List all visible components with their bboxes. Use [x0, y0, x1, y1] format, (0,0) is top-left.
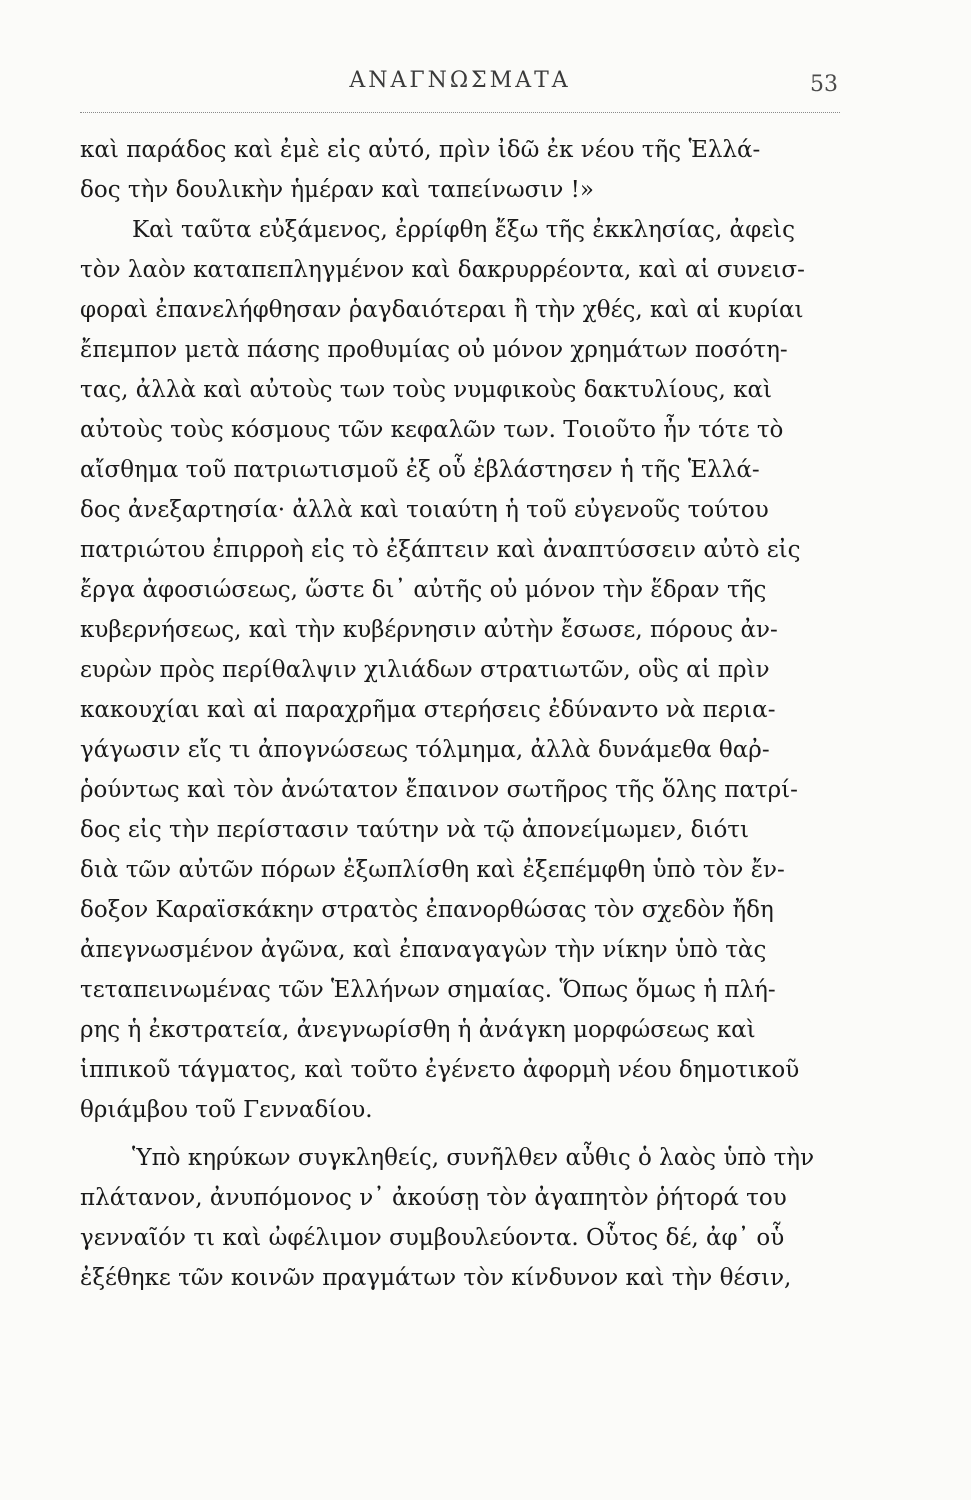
text-line: διὰ τῶν αὐτῶν πόρων ἐξωπλίσθη καὶ ἐξεπέμφθη ὑπὸ τὸν ἔν-: [80, 857, 785, 883]
text-line: τὸν λαὸν καταπεπληγμένον καὶ δακρυρρέοντα, καὶ αἱ συνεισ-: [80, 257, 805, 283]
text-line: τας, ἀλλὰ καὶ αὐτοὺς των τοὺς νυμφικοὺς δακτυλίους, καὶ: [80, 377, 773, 403]
text-line: κακουχίαι καὶ αἱ παραχρῆμα στερήσεις ἐδύναντο νὰ περια-: [80, 697, 776, 723]
text-line: ῥούντως καὶ τὸν ἀνώτατον ἔπαινον σωτῆρος τῆς ὅλης πατρί-: [80, 777, 798, 803]
text-line: αἴσθημα τοῦ πατριωτισμοῦ ἐξ οὗ ἐβλάστησεν ἡ τῆς Ἑλλά-: [80, 457, 760, 483]
text-line: τεταπεινωμένας τῶν Ἑλλήνων σημαίας. Ὅπως ὅμως ἡ πλή-: [80, 977, 776, 1003]
running-title: ΑΝΑΓΝΩΣΜΑΤΑ: [349, 68, 571, 93]
text-line: κυβερνήσεως, καὶ τὴν κυβέρνησιν αὐτὴν ἔσωσε, πόρους ἀν-: [80, 617, 778, 643]
text-line: ἱππικοῦ τάγματος, καὶ τοῦτο ἐγένετο ἀφορμὴ νέου δημοτικοῦ: [80, 1057, 800, 1083]
text-line: δος τὴν δουλικὴν ἡμέραν καὶ ταπείνωσιν !»: [80, 177, 594, 203]
text-line: ἔργα ἀφοσιώσεως, ὥστε δι᾽ αὐτῆς οὐ μόνον τὴν ἕδραν τῆς: [80, 577, 767, 603]
text-line: φοραὶ ἐπανελήφθησαν ῥαγδαιότεραι ἢ τὴν χθές, καὶ αἱ κυρίαι: [80, 297, 804, 323]
text-line: δοξον Καραϊσκάκην στρατὸς ἐπανορθώσας τὸν σχεδὸν ἤδη: [80, 897, 774, 923]
running-head: [80, 62, 840, 113]
text-line: γάγωσιν εἴς τι ἀπογνώσεως τόλμημα, ἀλλὰ δυνάμεθα θαῤ-: [80, 737, 770, 763]
text-line: ἐξέθηκε τῶν κοινῶν πραγμάτων τὸν κίνδυνον καὶ τὴν θέσιν,: [80, 1265, 792, 1291]
text-line: γενναῖόν τι καὶ ὠφέλιμον συμβουλεύοντα. Οὗτος δέ, ἀφ᾽ οὗ: [80, 1225, 785, 1251]
text-line: ευρὼν πρὸς περίθαλψιν χιλιάδων στρατιωτῶν, οὓς αἱ πρὶν: [80, 657, 770, 683]
text-line: ἀπεγνωσμένον ἀγῶνα, καὶ ἐπαναγαγὼν τὴν νίκην ὑπὸ τὰς: [80, 937, 767, 963]
text-line: θριάμβου τοῦ Γενναδίου.: [80, 1097, 373, 1123]
text-line: πλάτανον, ἀνυπόμονος ν᾽ ἀκούσῃ τὸν ἀγαπητὸν ῥήτορά του: [80, 1185, 787, 1211]
text-line: ἔπεμπον μετὰ πάσης προθυμίας οὐ μόνον χρημάτων ποσότη-: [80, 337, 788, 363]
paragraph-start-line: Καὶ ταῦτα εὐξάμενος, ἐρρίφθη ἔξω τῆς ἐκκλησίας, ἀφεὶς: [132, 217, 796, 243]
paragraph-start-line: Ὑπὸ κηρύκων συγκληθείς, συνῆλθεν αὖθις ὁ λαὸς ὑπὸ τὴν: [132, 1145, 815, 1171]
text-line: ρης ἡ ἐκστρατεία, ἀνεγνωρίσθη ἡ ἀνάγκη μορφώσεως καὶ: [80, 1017, 756, 1043]
text-line: πατριώτου ἐπιρροὴ εἰς τὸ ἐξάπτειν καὶ ἀναπτύσσειν αὐτὸ εἰς: [80, 537, 801, 563]
text-line: δος ἀνεξαρτησία· ἀλλὰ καὶ τοιαύτη ἡ τοῦ εὐγενοῦς τούτου: [80, 497, 769, 523]
text-line: δος εἰς τὴν περίστασιν ταύτην νὰ τῷ ἀπονείμωμεν, διότι: [80, 817, 750, 843]
text-line: καὶ παράδος καὶ ἐμὲ εἰς αὐτό, πρὶν ἰδῶ ἐκ νέου τῆς Ἑλλά-: [80, 137, 761, 163]
page-number: 53: [810, 72, 838, 97]
text-line: αὐτοὺς τοὺς κόσμους τῶν κεφαλῶν των. Τοιοῦτο ἦν τότε τὸ: [80, 417, 784, 443]
